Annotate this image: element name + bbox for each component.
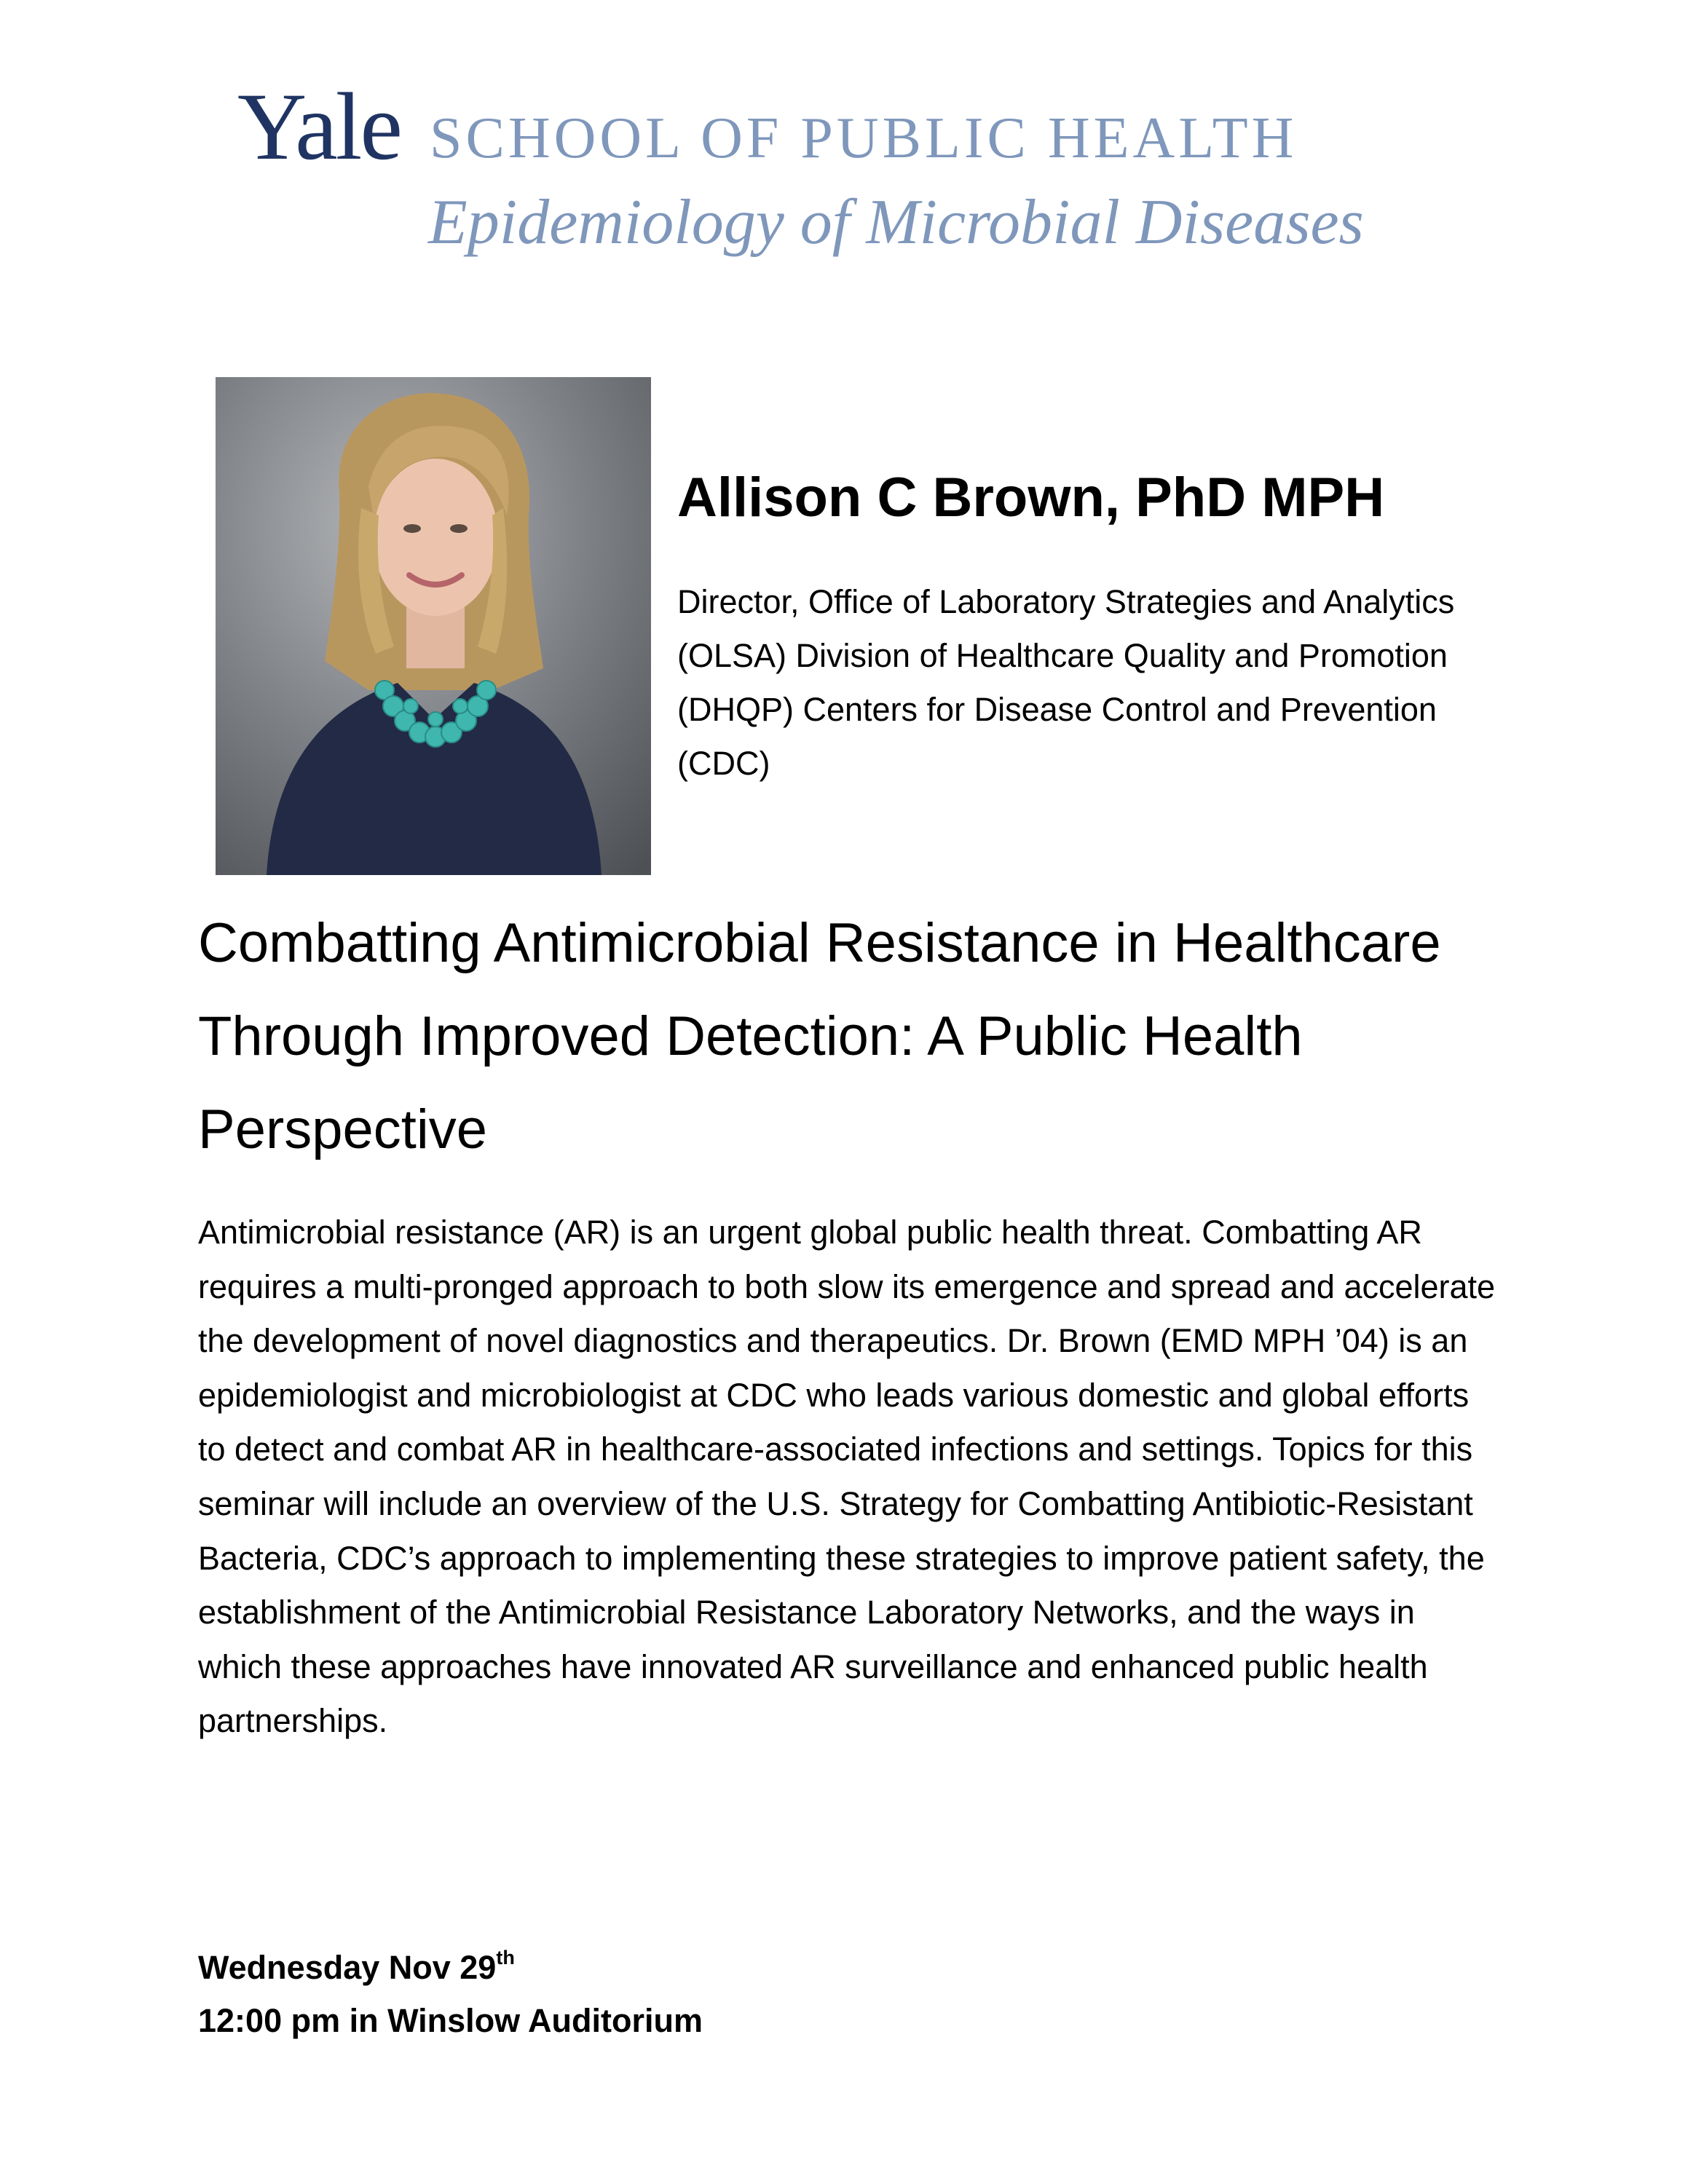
talk-abstract: Antimicrobial resistance (AR) is an urgent global public health threat. Combatting AR requires a multi-pronged approach to both slow its emergence and spread and accelerate the development of novel diagnostics and therapeutics. Dr. Brown (EMD MPH ’04) is an epidemiologist and microbiologist at CDC who leads various domestic and global efforts to detect and combat AR in healthcare-associated infections and settings. Topics for this seminar will include an overview of the U.S. Strategy for Combatting Antibiotic-Resistant Bacteria, CDC’s approach to implementing these strategies to improve patient safety, the establishment of the Antimicrobial Resistance Laboratory Networks, and the ways in which these approaches have innovated AR surveillance and enhanced public health partnerships. xyxy=(198,1214,1496,1740)
speaker-title: Director, Office of Laboratory Strategies and Analytics (OLSA) Division of Healthcare Quality and Promotion (DHQP) Centers for Disease Control and Prevention (CDC) xyxy=(677,583,1455,782)
speaker-name: Allison C Brown, PhD MPH xyxy=(677,467,1385,529)
yale-wordmark: Yale xyxy=(237,73,401,180)
talk-title: Combatting Antimicrobial Resistance in Healthcare Through Improved Detection: A Public Health Perspective xyxy=(198,912,1441,1160)
school-name: SCHOOL OF PUBLIC HEALTH xyxy=(430,106,1298,170)
speaker-photo xyxy=(216,377,651,875)
event-day-suffix: th xyxy=(496,1947,515,1969)
event-day: Wednesday Nov 29 xyxy=(198,1949,497,1986)
portrait-illustration xyxy=(216,377,651,875)
event-date xyxy=(198,1947,515,1987)
department-name: Epidemiology of Microbial Diseases xyxy=(428,187,1364,258)
event-time-location: 12:00 pm in Winslow Auditorium xyxy=(198,2002,703,2039)
